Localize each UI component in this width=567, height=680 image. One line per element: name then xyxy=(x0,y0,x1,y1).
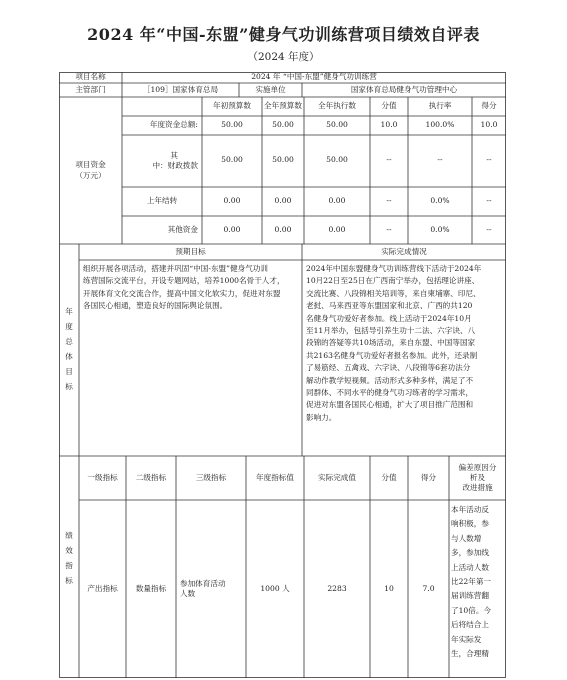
funds-row-label-part: 其 xyxy=(170,150,178,160)
indicator-header: 一级指标 xyxy=(87,472,118,482)
expected-goal-line: 练营国际交流平台，开设专题网站，培养1000名骨干人才， xyxy=(83,276,285,286)
side-label-char: 标 xyxy=(65,576,73,585)
indicator-score: 7.0 xyxy=(422,583,435,593)
deviation-header-line: 偏差原因分 xyxy=(458,462,497,472)
deviation-line: 比22年第一 xyxy=(451,577,492,587)
deviation-line: 了10倍。今 xyxy=(451,605,492,615)
deviation-line: 后将结合上 xyxy=(451,620,489,630)
side-label-char: 指 xyxy=(65,561,73,570)
indicator-deviation-text xyxy=(451,503,505,661)
actual-result-line: 了易筋经、五禽戏、六字诀、八段锦等6套功法分 xyxy=(306,363,471,373)
side-label-char: 体 xyxy=(65,352,73,361)
funds-cell: 50.00 xyxy=(326,120,348,130)
indicator-header: 年度指标值 xyxy=(256,472,294,482)
funds-cell: 0.00 xyxy=(223,196,241,206)
actual-result-line: 促进对东盟各国民心相通，扩大了项目推广范围和 xyxy=(306,400,474,410)
funds-cell: 10.0 xyxy=(380,120,398,130)
funds-cell: -- xyxy=(437,154,443,164)
deviation-header-line: 析及 xyxy=(469,472,486,482)
indicator-level3 xyxy=(176,500,246,678)
funds-row-label-part: 中：财政拨款 xyxy=(152,161,198,170)
funds-cell: -- xyxy=(386,224,392,234)
expected-goal-line: 各国民心相通，塑造良好的国际舆论氛围。 xyxy=(83,301,228,311)
indicator-level3-line: 参加体育活动 xyxy=(180,578,226,588)
impl-label: 实施单位 xyxy=(255,84,286,94)
funds-cell: 0.0% xyxy=(430,224,450,234)
funds-header: 全年执行数 xyxy=(318,101,356,111)
expected-goal-line: 组织开展各项活动，搭建并巩固“中国-东盟”健身气功训 xyxy=(83,264,268,273)
funds-cell: -- xyxy=(486,224,492,234)
side-label-char: 年 xyxy=(65,307,73,316)
actual-result-line: 解动作教学短视频。活动形式多种多样，满足了不 xyxy=(306,375,474,385)
funds-cell: 0.0% xyxy=(430,196,450,206)
evaluation-table xyxy=(59,72,506,678)
deviation-line: 届训练营翻 xyxy=(451,591,489,601)
funds-cell: 0.00 xyxy=(223,224,241,234)
expected-goal-line: 开展体育文化交流合作，提高中国文化软实力，促进对东盟 xyxy=(83,288,281,298)
actual-result-line: 同群体、不同水平的健身气功习练者的学习需求， xyxy=(306,388,474,398)
impl-value: 国家体育总局健身气功管理中心 xyxy=(350,84,458,94)
indicator-actual: 2283 xyxy=(327,583,347,593)
funds-cell: 50.00 xyxy=(221,154,243,164)
funds-row-label xyxy=(122,135,202,187)
deviation-line: 响积极，参 xyxy=(451,519,489,529)
funds-row-label: 其他资金 xyxy=(167,224,198,234)
funds-cell: -- xyxy=(486,154,492,164)
side-label-char: 度 xyxy=(65,322,73,331)
funds-cell: 50.00 xyxy=(272,120,294,130)
indicator-points: 10 xyxy=(384,583,394,593)
performance-indicators-side-label xyxy=(63,528,75,588)
funds-row-label: 年度资金总额: xyxy=(149,120,198,130)
funds-header: 得分 xyxy=(481,101,497,111)
dept-label: 主管部门 xyxy=(75,84,106,94)
funds-header: 全年预算数 xyxy=(264,101,302,111)
deviation-line: 上活动人数 xyxy=(451,562,489,572)
actual-result-line: 至11月举办，包括导引养生功十二法、六字诀、八 xyxy=(306,326,476,336)
funds-label-line: 项目资金 xyxy=(75,160,106,170)
deviation-line: 年实际发 xyxy=(451,634,482,644)
funds-cell: 0.00 xyxy=(328,196,346,206)
side-label-char: 效 xyxy=(65,546,73,555)
indicator-level3-line: 人数 xyxy=(180,589,196,598)
side-label-char: 目 xyxy=(65,367,73,376)
funds-cell: 0.00 xyxy=(328,224,346,234)
side-label-char: 绩 xyxy=(65,531,73,540)
actual-result-line: 段锦的答疑等共10场活动，来自东盟、中国等国家 xyxy=(306,338,476,348)
deviation-line: 与人数增 xyxy=(451,533,482,543)
indicator-header: 得分 xyxy=(420,472,437,482)
side-label-char: 标 xyxy=(65,382,73,391)
indicator-level2: 数量指标 xyxy=(135,583,167,593)
actual-result-line: 老挝、马来西亚等东盟国家和北京、广西的共120 xyxy=(306,301,473,311)
funds-label-line: （万元） xyxy=(75,170,106,180)
document-subtitle: （2024 年度） xyxy=(247,51,320,63)
expected-goal-header: 预期目标 xyxy=(175,246,206,256)
actual-result-line: 名健身气功爱好者参加。线上活动于2024年10月 xyxy=(306,313,472,323)
funds-cell: -- xyxy=(486,196,492,206)
indicator-header: 分值 xyxy=(381,472,397,482)
dept-value: ［109］国家体育总局 xyxy=(142,84,219,94)
project-name-label: 项目名称 xyxy=(75,72,106,82)
funds-label xyxy=(59,97,122,244)
side-label-char: 总 xyxy=(65,337,73,346)
document-title: 2024 年“中国-东盟”健身气功训练营项目绩效自评表 xyxy=(87,25,480,44)
indicator-header: 二级指标 xyxy=(135,472,167,482)
indicator-target: 1000 人 xyxy=(260,583,290,593)
actual-result-line: 10月22日至25日在广西南宁举办，包括理论讲座、 xyxy=(306,276,480,286)
indicator-header: 实际完成值 xyxy=(318,472,356,482)
actual-result-line: 2024年中国东盟健身气功训练营线下活动于2024年 xyxy=(306,264,482,273)
deviation-line: 多，参加线 xyxy=(451,548,489,558)
funds-cell: -- xyxy=(386,154,392,164)
funds-header: 年初预算数 xyxy=(213,101,251,111)
indicator-header: 三级指标 xyxy=(195,472,227,482)
actual-result-line: 共2163名健身气功爱好者报名参加。此外，还录制 xyxy=(306,350,478,360)
funds-header: 分值 xyxy=(381,101,397,111)
actual-result-line: 影响力。 xyxy=(306,412,337,422)
deviation-header xyxy=(449,456,506,500)
expected-goal-text xyxy=(83,263,299,313)
funds-cell: 0.00 xyxy=(274,196,292,206)
funds-cell: 50.00 xyxy=(326,154,348,164)
funds-cell: 50.00 xyxy=(272,154,294,164)
annual-goal-side-label xyxy=(63,304,75,394)
deviation-line: 本年活动反 xyxy=(451,505,489,514)
deviation-line: 生，合理精 xyxy=(451,649,489,659)
actual-result-text xyxy=(306,263,504,424)
funds-cell: 10.0 xyxy=(480,120,498,130)
indicator-level1: 产出指标 xyxy=(87,583,118,593)
funds-row-label: 上年结转 xyxy=(146,196,178,206)
deviation-header-line: 改进措施 xyxy=(462,483,493,493)
funds-cell: 50.00 xyxy=(221,120,243,130)
actual-result-header: 实际完成情况 xyxy=(381,246,427,256)
funds-header: 执行率 xyxy=(428,101,452,111)
funds-cell: 100.0% xyxy=(425,120,455,130)
actual-result-line: 交流比赛、八段锦相关培训等，来自柬埔寨、印尼、 xyxy=(306,288,481,298)
project-name-value: 2024 年 “中国-东盟”健身气功训练营 xyxy=(251,72,377,82)
funds-cell: 0.00 xyxy=(274,224,292,234)
funds-cell: -- xyxy=(386,196,392,206)
